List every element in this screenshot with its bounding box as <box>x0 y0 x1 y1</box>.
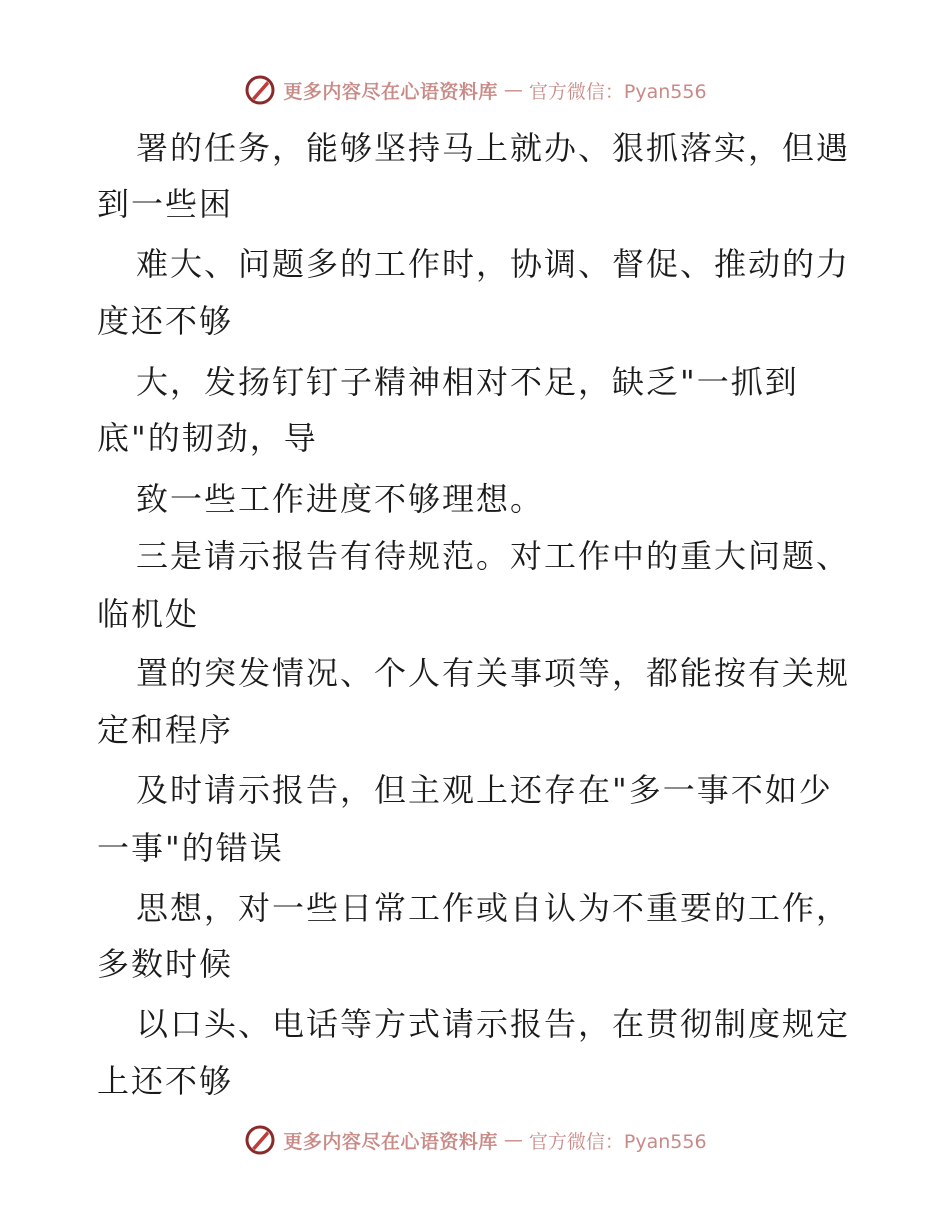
body-line: 大，发扬钉钉子精神相对不足，缺乏"一抓到 <box>136 363 799 401</box>
body-line: 底"的韧劲，导 <box>97 419 318 457</box>
quill-logo-icon <box>243 1123 277 1157</box>
header-wechat-text: 官方微信：Pyan556 <box>528 80 707 103</box>
body-line: 度还不够 <box>97 302 234 340</box>
body-line: 定和程序 <box>97 711 234 749</box>
body-line: 致一些工作进度不够理想。 <box>136 480 545 518</box>
body-line: 多数时候 <box>97 945 234 983</box>
body-line: 临机处 <box>97 595 200 633</box>
footer-banner <box>0 1120 950 1160</box>
body-line: 一事"的错误 <box>97 829 284 867</box>
body-line: 难大、问题多的工作时，协调、督促、推动的力 <box>136 245 851 283</box>
body-line: 思想，对一些日常工作或自认为不重要的工作， <box>136 889 851 927</box>
body-line: 以口头、电话等方式请示报告，在贯彻制度规定 <box>136 1005 851 1043</box>
body-line: 三是请示报告有待规范。对工作中的重大问题、 <box>136 537 851 575</box>
header-separator: — <box>503 79 523 101</box>
footer-brand-text: 更多内容尽在心语资料库 <box>283 1130 498 1153</box>
footer-wechat-text: 官方微信：Pyan556 <box>528 1130 707 1153</box>
body-line: 上还不够 <box>97 1062 234 1100</box>
footer-separator: — <box>503 1129 523 1151</box>
quill-logo-icon <box>243 73 277 107</box>
body-line: 到一些困 <box>97 185 234 223</box>
header-brand-text: 更多内容尽在心语资料库 <box>283 80 498 103</box>
header-banner <box>0 70 950 110</box>
body-line: 及时请示报告，但主观上还存在"多一事不如少 <box>136 771 833 809</box>
body-line: 置的突发情况、个人有关事项等，都能按有关规 <box>136 654 851 692</box>
body-line: 署的任务，能够坚持马上就办、狠抓落实，但遇 <box>136 129 851 167</box>
